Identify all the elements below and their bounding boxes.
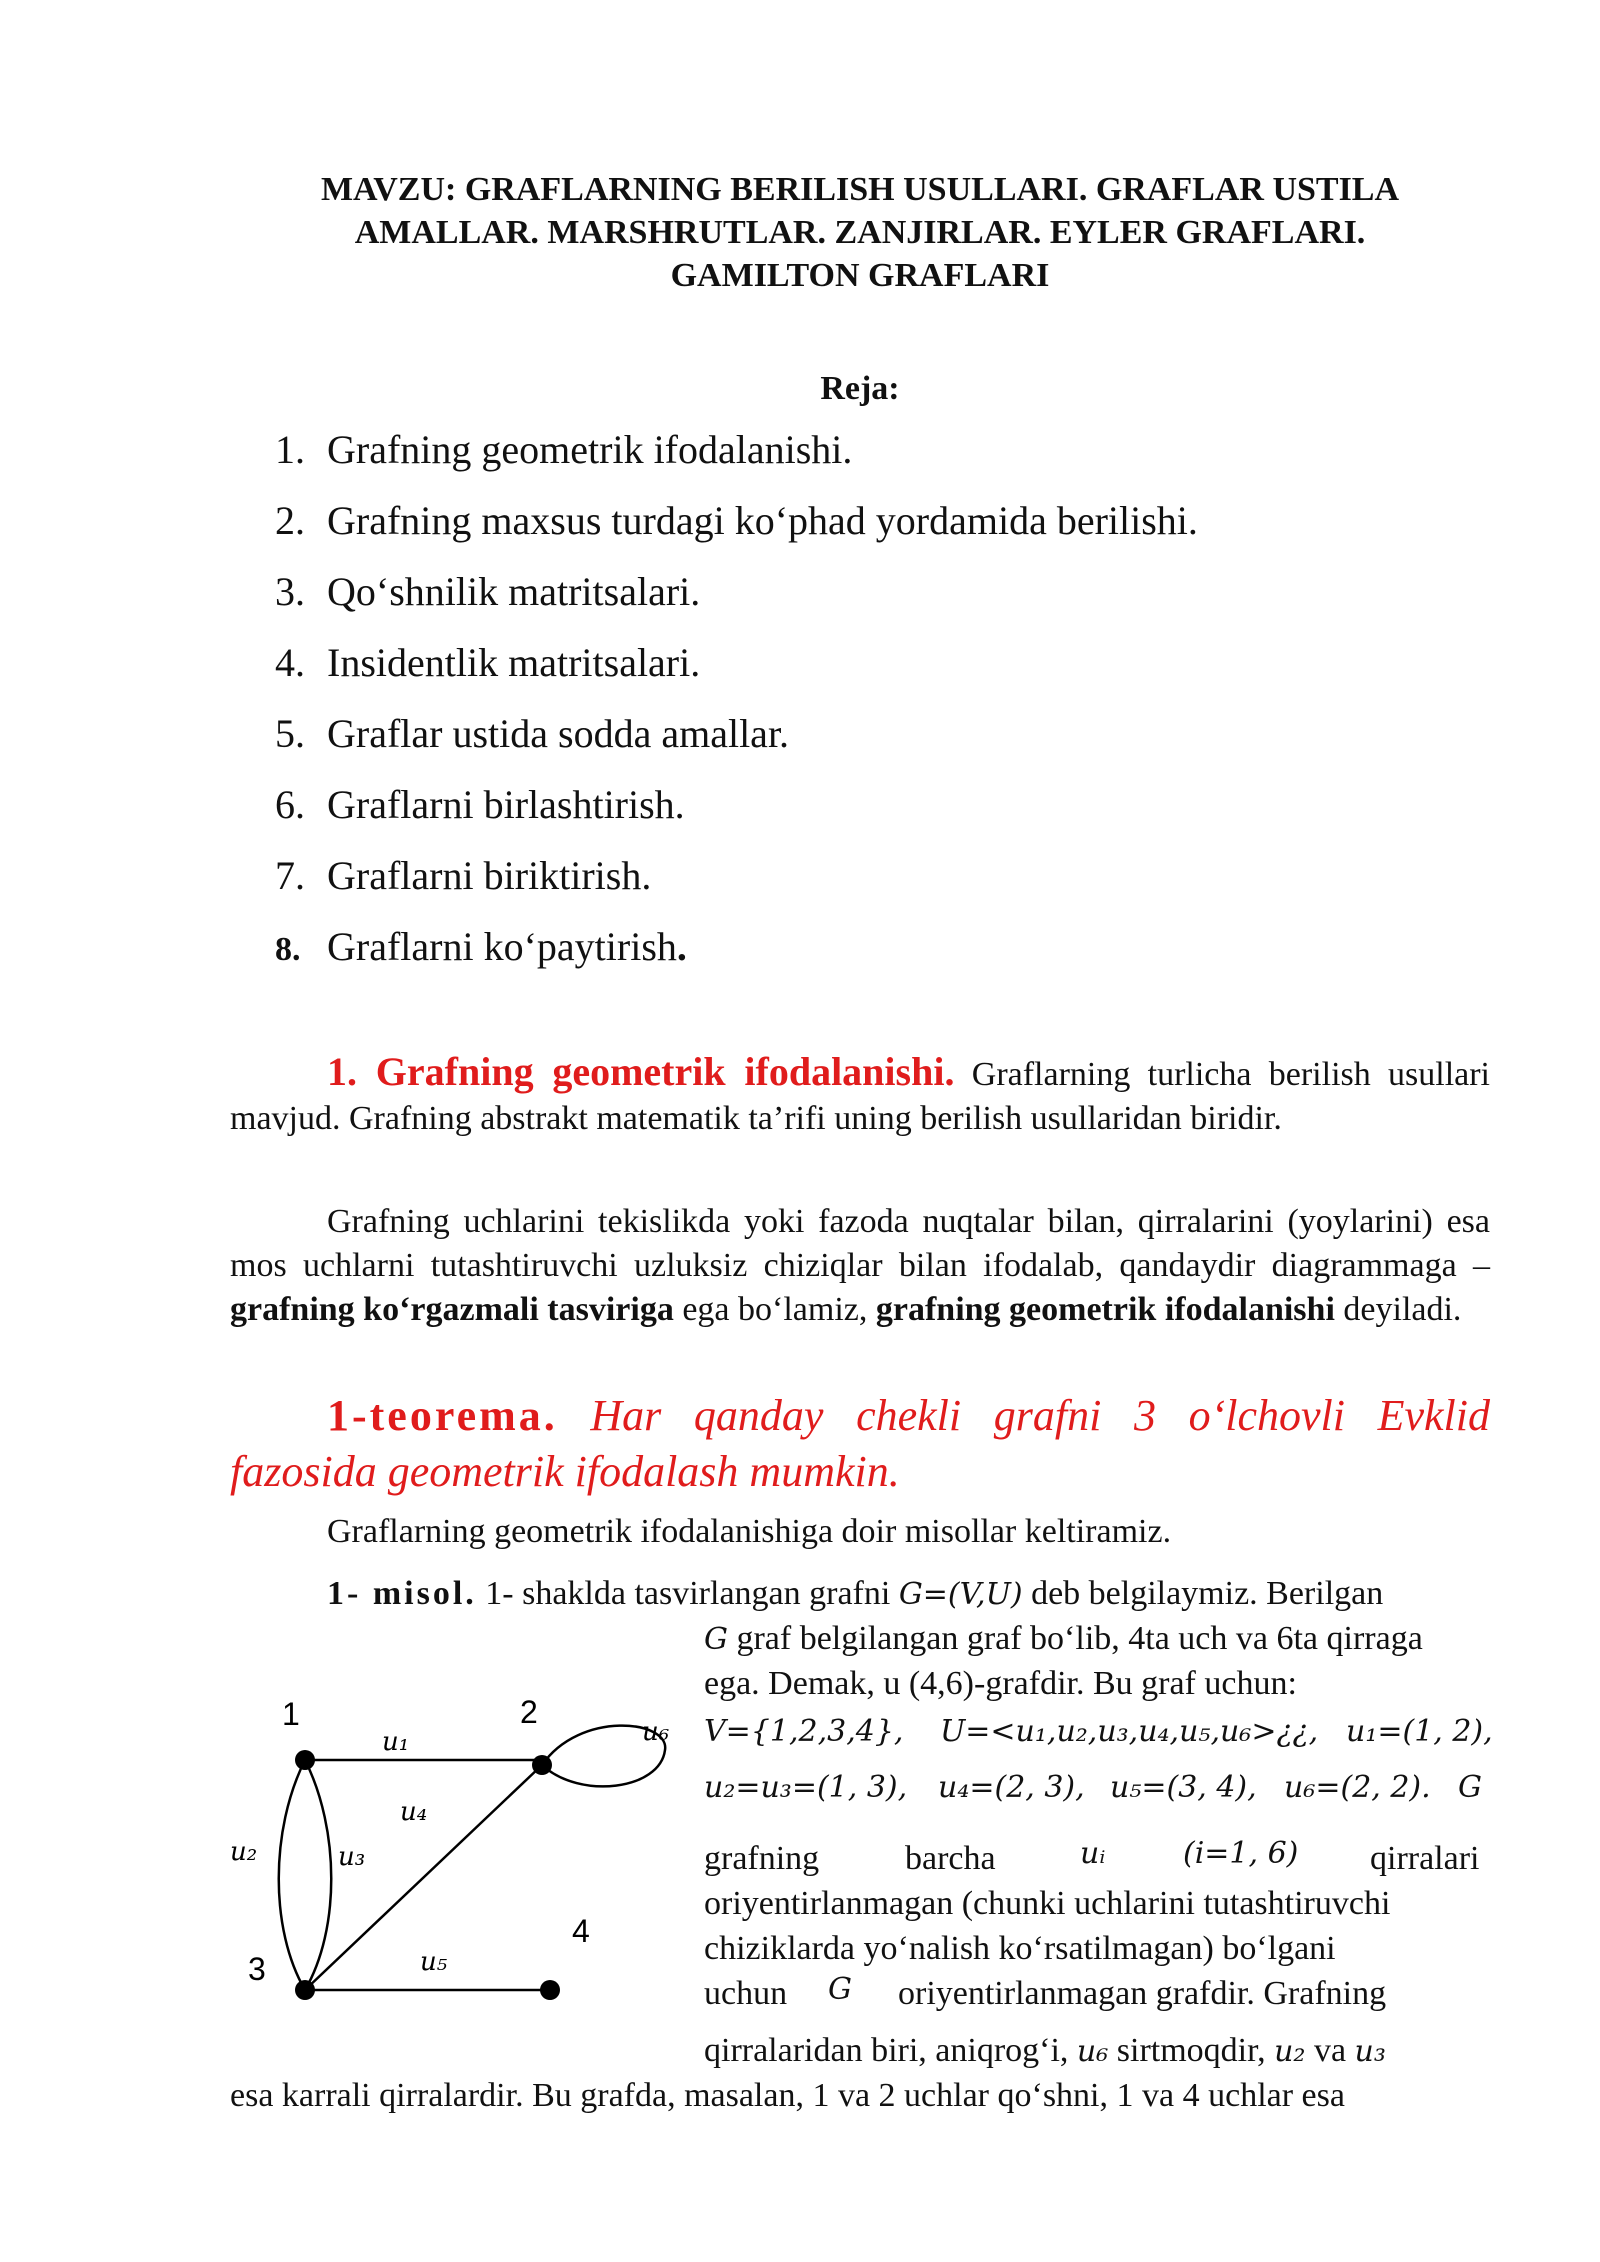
example-line: oriyentirlanmagan (chunki uchlarini tutashtiruvchi <box>704 1885 1391 1922</box>
list-item: 3. Qo‘shnilik matritsalari. <box>275 569 701 614</box>
example-line: barcha <box>905 1840 996 1877</box>
example-line: esa karrali qirralardir. Bu grafda, masalan, 1 va 2 uchlar qo‘shni, 1 va 4 uchlar esa <box>230 2077 1345 2114</box>
definition-paragraph: Grafning uchlarini tekislikda yoki fazoda nuqtalar bilan, qirralarini (yoylarini) esa mos uchlarni tutashtiruvchi uzluksiz chiziqlar bilan ifodalab, qandaydir diagrammaga – grafning ko‘rgazmali tasviriga ega bo‘lamiz, grafning geometrik ifodalanishi deyiladi. <box>230 1203 1490 1328</box>
graph-edge <box>279 1760 305 1990</box>
edge-label: u₆ <box>642 1717 670 1747</box>
list-item: 8. Graflarni ko‘paytirish. <box>275 924 687 969</box>
example-line: oriyentirlanmagan grafdir. Grafning <box>898 1975 1387 2012</box>
edge-label: u₂ <box>230 1837 258 1867</box>
plan-list <box>275 425 1198 993</box>
example-line: u₅=(3, 4), <box>1110 1770 1257 1805</box>
plan-heading: Reja: <box>820 370 900 407</box>
graph-vertex <box>540 1980 560 2000</box>
graph-vertex <box>532 1755 552 1775</box>
examples-intro: Graflarning geometrik ifodalanishiga doir misollar keltiramiz. <box>327 1513 1172 1550</box>
example-line: uᵢ <box>1080 1836 1106 1871</box>
example-line: U=<u₁,u₂,u₃,u₄,u₅,u₆>¿¿, <box>940 1714 1319 1749</box>
example-line: u₆=(2, 2). <box>1284 1770 1431 1805</box>
example-line: qirralari <box>1370 1840 1480 1877</box>
example-line: 1- misol. 1- shaklda tasvirlangan grafni G=(V,U) deb belgilaymiz. Berilgan <box>327 1575 1384 1612</box>
edge-label: u₅ <box>420 1947 448 1977</box>
example-line: (i=1, 6) <box>1183 1836 1299 1871</box>
edge-label: u₄ <box>400 1797 428 1827</box>
example-line: u₂=u₃=(1, 3), <box>704 1770 908 1805</box>
graph-vertex <box>295 1750 315 1770</box>
example-line: G <box>828 1972 852 2007</box>
vertex-label: 1 <box>282 1696 300 1732</box>
vertex-label: 4 <box>572 1913 590 1949</box>
example-line: qirralaridan biri, aniqrog‘i, u₆ sirtmoqdir, u₂ va u₃ <box>704 2032 1386 2069</box>
graph-edge <box>305 1760 331 1990</box>
edge-label: u₁ <box>382 1727 410 1757</box>
graph-figure <box>220 1680 690 2040</box>
list-item: 5. Graflar ustida sodda amallar. <box>275 711 790 756</box>
list-item: 2. Grafning maxsus turdagi ko‘phad yordamida berilishi. <box>275 498 1198 543</box>
example-line: u₄=(2, 3), <box>938 1770 1085 1805</box>
list-item: 6. Graflarni birlashtirish. <box>275 782 685 827</box>
section1-paragraph: 1. Grafning geometrik ifodalanishi. Graflarning turlicha berilish usullari mavjud. Grafning abstrakt matematik ta’rifi uning berilish usullaridan biridir. <box>230 1049 1491 1137</box>
list-item: 1. Grafning geometrik ifodalanishi. <box>275 427 853 472</box>
example-line: u₁=(1, 2), <box>1346 1714 1493 1749</box>
section-heading: 1. Grafning geometrik ifodalanishi. <box>327 1049 955 1094</box>
example-line: V={1,2,3,4}, <box>704 1714 904 1749</box>
vertex-label: 2 <box>520 1694 538 1730</box>
theorem: 1-teorema. Har qanday chekli grafni 3 o‘lchovli Evklid fazosida geometrik ifodalash mumkin. <box>230 1391 1490 1496</box>
list-item: 4. Insidentlik matritsalari. <box>275 640 701 685</box>
example-line: ega. Demak, u (4,6)-grafdir. Bu graf uchun: <box>704 1665 1297 1702</box>
list-item: 7. Graflarni biriktirish. <box>275 853 652 898</box>
example-line: G graf belgilangan graf bo‘lib, 4ta uch va 6ta qirraga <box>704 1620 1423 1657</box>
example-line: G <box>1458 1770 1482 1805</box>
vertex-label: 3 <box>248 1951 266 1987</box>
example-line: chiziklarda yo‘nalish ko‘rsatilmagan) bo‘lgani <box>704 1930 1336 1967</box>
page-title: MAVZU: GRAFLARNING BERILISH USULLARI. GRAFLAR USTILA AMALLAR. MARSHRUTLAR. ZANJIRLAR. EYLER GRAFLARI. GAMILTON GRAFLARI <box>320 171 1400 294</box>
edge-label: u₃ <box>338 1842 366 1872</box>
graph-vertex <box>295 1980 315 2000</box>
example-line: uchun <box>704 1975 788 2012</box>
example-line: grafning <box>704 1840 820 1877</box>
